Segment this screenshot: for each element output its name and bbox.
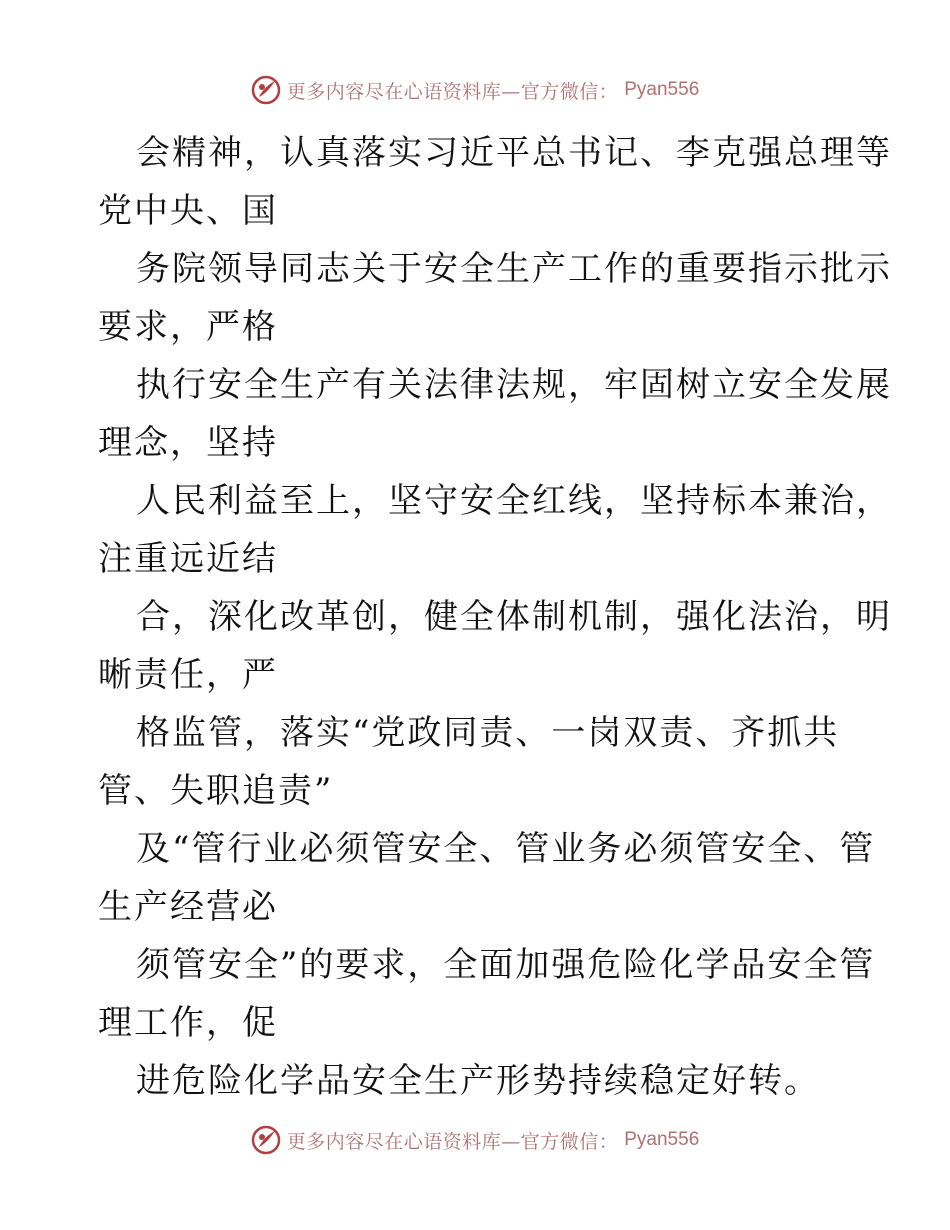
body-line-continuation: 注重远近结: [98, 539, 278, 579]
body-line-continuation: 党中央、国: [98, 191, 278, 231]
body-line: 合，深化改革创，健全体制机制，强化法治，明: [136, 597, 892, 637]
body-paragraph: [98, 356, 892, 472]
header-watermark: [0, 72, 950, 108]
watermark-text: 更多内容尽在心语资料库—官方微信：: [286, 1130, 619, 1153]
body-line-continuation: 生产经营必: [98, 887, 278, 927]
body-line: 会精神，认真落实习近平总书记、李克强总理等: [136, 133, 892, 173]
body-paragraph-last: [98, 1052, 878, 1110]
watermark-text: 更多内容尽在心语资料库—官方微信：: [286, 80, 619, 103]
body-paragraph: [98, 704, 878, 820]
watermark-wechat-id: Pyan556: [624, 79, 700, 100]
quill-logo-icon: [251, 75, 281, 105]
body-line-continuation: 要求，严格: [98, 307, 278, 347]
body-line: 格监管，落实“党政同责、一岗双责、齐抓共: [136, 713, 840, 753]
body-paragraph: [98, 936, 878, 1052]
document-body: [98, 124, 892, 1110]
body-line: 执行安全生产有关法律法规，牢固树立安全发展: [136, 365, 892, 405]
body-paragraph: [98, 124, 892, 240]
quill-logo-icon: [251, 1125, 281, 1155]
body-paragraph: [98, 472, 892, 588]
body-line: 进危险化学品安全生产形势持续稳定好转。: [136, 1061, 820, 1101]
watermark-wechat-id: Pyan556: [624, 1129, 700, 1150]
body-line: 务院领导同志关于安全生产工作的重要指示批示: [136, 249, 892, 289]
footer-watermark: [0, 1122, 950, 1158]
body-line-continuation: 晰责任，严: [98, 655, 278, 695]
body-line-continuation: 理工作，促: [98, 1003, 278, 1043]
body-line: 须管安全”的要求，全面加强危险化学品安全管: [136, 945, 876, 985]
body-paragraph: [98, 240, 892, 356]
body-line: 及“管行业必须管安全、管业务必须管安全、管: [136, 829, 876, 869]
body-line-continuation: 管、失职追责”: [98, 771, 334, 811]
body-paragraph: [98, 588, 892, 704]
body-line-continuation: 理念，坚持: [98, 423, 278, 463]
body-paragraph: [98, 820, 878, 936]
body-line: 人民利益至上，坚守安全红线，坚持标本兼治，: [136, 481, 892, 521]
